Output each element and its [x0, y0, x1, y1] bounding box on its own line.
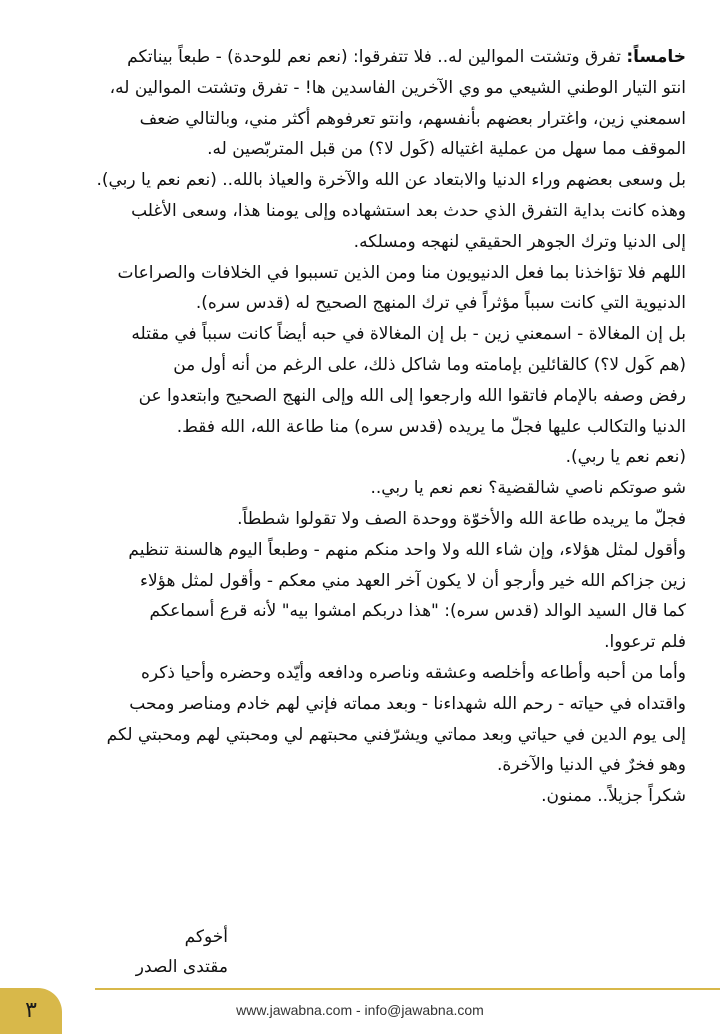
footer-site-text[interactable]: www.jawabna.com - info@jawabna.com — [236, 1002, 484, 1018]
paragraph-line: فلم ترعووا. — [604, 632, 686, 653]
paragraph-line — [38, 42, 686, 73]
paragraph-line: بل إن المغالاة - اسمعني زين - بل إن المغالاة في حبه أيضاً كانت سبباً في مقتله — [131, 324, 686, 345]
paragraph-line: انتو التيار الوطني الشيعي مو وي الآخرين الفاسدين ها! - تفرق وتشتت الموالين له، — [109, 77, 686, 98]
paragraph-line: فجلّ ما يريده طاعة الله والأخوّة ووحدة الصف ولا تقولوا شططاً. — [237, 508, 686, 529]
paragraph-line: وهو فخرٌ في الدنيا والآخرة. — [496, 755, 686, 776]
paragraph-line: اسمعني زين، واغترار بعضهم بأنفسهم، وانتو تعرفوهم أكثر مني، وبالتالي ضعف — [139, 108, 686, 129]
signature-closing: أخوكم — [184, 927, 228, 947]
paragraph-line: الدنيوية التي كانت سبباً مؤثراً في ترك المنهج الصحيح له (قدس سره). — [195, 293, 686, 314]
paragraph-line: كما قال السيد الوالد (قدس سره): "هذا دربكم امشوا بيه" لأنه قرع أسماعكم — [149, 601, 686, 622]
signature-name: مقتدى الصدر — [135, 957, 228, 977]
paragraph-line: الموقف مما سهل من عملية اغتياله (كَول لا؟) من قبل المتربّصين له. — [207, 139, 686, 160]
paragraph-line: رفض وصفه بالإمام فاتقوا الله وارجعوا إلى الله وإلى النهج الصحيح وابتعدوا عن — [138, 385, 686, 406]
paragraph-line: إلى الدنيا وترك الجوهر الحقيقي لنهجه ومسلكه. — [353, 231, 686, 252]
paragraph-line: وأما من أحبه وأطاعه وأخلصه وعشقه وناصره ودافعه وأيّده وحضره وأحيا ذكره — [141, 662, 686, 683]
document-body — [38, 42, 686, 812]
footer-divider — [95, 988, 720, 990]
paragraph-line: وهذه كانت بداية التفرق الذي حدث بعد استشهاده وإلى يومنا هذا، وسعى الأغلب — [131, 200, 686, 221]
paragraph-line: بل وسعى بعضهم وراء الدنيا والابتعاد عن الله والآخرة والعياذ بالله.. (نعم نعم يا ربي). — [96, 170, 686, 191]
paragraph-line: إلى يوم الدين في حياتي وبعد مماتي ويشرّفني محبتهم لي ومحبتي لهم ومحبتي لكم — [106, 724, 686, 745]
paragraph-line: اللهم فلا تؤاخذنا بما فعل الدنيويون منا ومن الذين تسببوا في الخلافات والصراعات — [117, 262, 686, 283]
page-footer — [0, 988, 720, 1034]
paragraph-line: واقتداه في حياته - رحم الله شهداءنا - وبعد مماته فإني لهم خادم ومناصر ومحب — [129, 693, 686, 714]
paragraph-line: الدنيا والتكالب عليها فجلّ ما يريده (قدس سره) منا طاعة الله، الله فقط. — [176, 416, 686, 437]
paragraph-line: (نعم نعم يا ربي). — [565, 447, 686, 468]
page-number-badge: ٣ — [0, 988, 62, 1034]
line-text: تفرق وتشتت الموالين له.. فلا تتفرقوا: (نعم نعم للوحدة) - طبعاً بيناتكم — [127, 47, 621, 67]
paragraph-line: (هم كَول لا؟) كالقائلين بإمامته وما شاكل ذلك، على الرغم من أنه أول من — [173, 354, 686, 375]
paragraph-line: شكراً جزيلاً.. ممنون. — [541, 786, 686, 807]
section-lead-label: خامساً: — [626, 47, 686, 67]
paragraph-line: زين جزاكم الله خير وأرجو أن لا يكون آخر العهد مني معكم - وأقول لمثل هؤلاء — [139, 570, 686, 591]
signature-block — [88, 922, 228, 982]
paragraph-line: شو صوتكم ناصي شالقضية؟ نعم نعم يا ربي.. — [370, 478, 686, 499]
paragraph-line: وأقول لمثل هؤلاء، وإن شاء الله ولا واحد منكم منهم - وطبعاً اليوم هالسنة تنظيم — [128, 539, 686, 560]
